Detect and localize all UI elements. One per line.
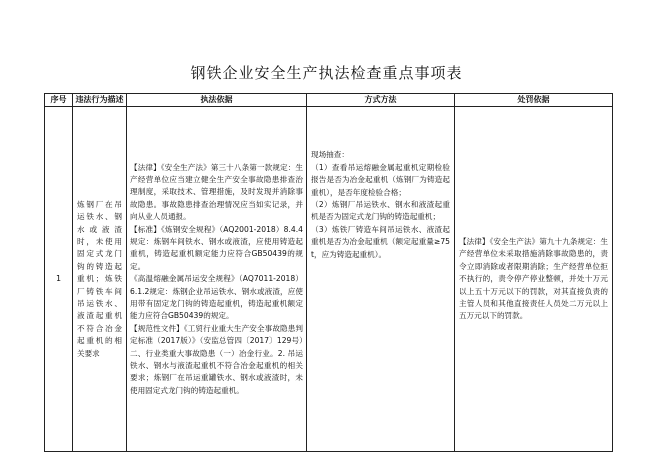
row-basis — [127, 107, 307, 452]
basis-standard-steelmaking: 【标准】《炼钢安全规程》（AQ2001-2018）8.4.4规定：炼钢车间铁水、钢水或液渣，应使用铸造起重机，铸造起重机额定能力应符合GB50439的规定。 — [130, 224, 303, 271]
method-intro: 现场抽查： — [311, 150, 349, 160]
method-step-3: （3）炼铁厂铸造车间吊运铁水、液渣起重机是否为冶金起重机（额定起重量≥75t，应为铸造起重机）。 — [311, 224, 450, 259]
header-description: 违法行为描述 — [73, 94, 127, 107]
table-row — [45, 107, 613, 452]
inspection-table — [44, 93, 613, 452]
basis-law: 【法律】《安全生产法》第三十八条第一款规定：生产经营单位应当建立健全生产安全事故隐患排查治理制度，采取技术、管理措施，及时发现并消除事故隐患。事故隐患排查治理情况应当如实记录，并向从业人员通报。 — [130, 162, 303, 222]
row-serial: 1 — [45, 107, 73, 452]
header-penalty: 处罚依据 — [455, 94, 613, 107]
method-step-2: （2）炼钢厂吊运铁水、钢水和液渣起重机是否为固定式龙门钩的铸造起重机； — [311, 200, 450, 222]
row-description: 炼钢厂在吊运铁水、钢水或液渣时，未使用固定式龙门钩的铸造起重机；炼铁厂铸铁车间吊运铁水、液渣起重机不符合冶金起重机的相关要求 — [73, 107, 127, 452]
header-method: 方式方法 — [307, 94, 455, 107]
basis-normative-document: 【规范性文件】《工贸行业重大生产安全事故隐患判定标准（2017版）》（安监总管四〔2017〕129号）二、行业类重大事故隐患（一）冶金行业。2. 吊运铁水、钢水与液渣起重机不符合冶金起重机的相关要求；炼钢厂在吊运重罐铁水、钢水或液渣时，未使用固定式龙门钩的铸造起重机。 — [130, 323, 303, 395]
method-step-1: （1）查看吊运熔融金属起重机定期检验报告是否为冶金起重机（炼钢厂为铸造起重机），是否年度检验合格； — [311, 162, 450, 197]
header-basis: 执法依据 — [127, 94, 307, 107]
row-penalty: 【法律】《安全生产法》第九十九条规定：生产经营单位未采取措施消除事故隐患的，责令立即消除或者限期消除；生产经营单位拒不执行的，责令停产停业整顿，并处十万元以上五十万元以下的罚款，对其直接负责的主管人员和其他直接责任人员处二万元以上五万元以下的罚款。 — [455, 107, 613, 452]
basis-standard-lifting: 《高温熔融金属吊运安全规程》（AQ7011-2018）6.1.2规定：炼钢企业吊运铁水、钢水或液渣，应使用带有固定龙门钩的铸造起重机，铸造起重机额定能力应符合GB50439的规定。 — [130, 274, 303, 321]
page-title: 钢铁企业安全生产执法检查重点事项表 — [190, 64, 463, 82]
row-method — [307, 107, 455, 452]
table-header-row — [45, 94, 613, 107]
header-serial: 序号 — [45, 94, 73, 107]
